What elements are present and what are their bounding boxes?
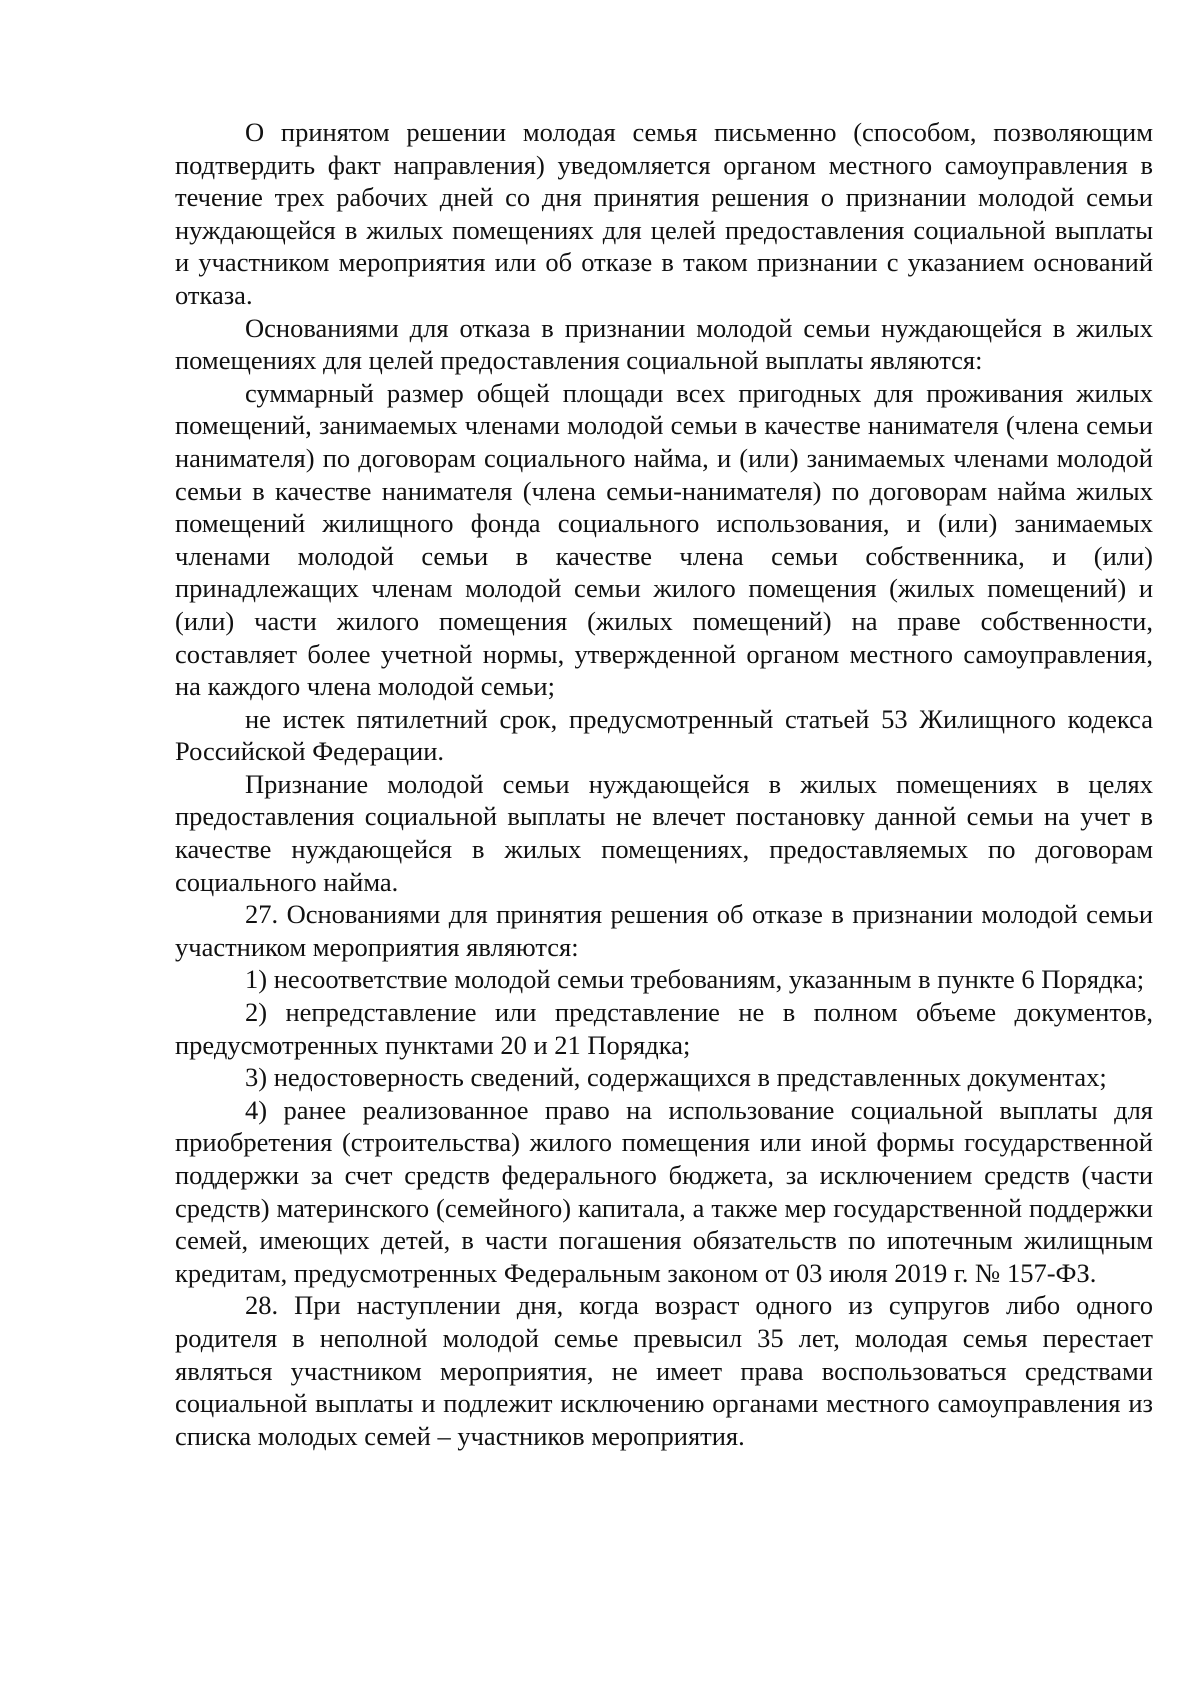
paragraph-refusal-grounds-intro: Основаниями для отказа в признании молодой семьи нуждающейся в жилых помещениях для целей предоставления социальной выплаты являются:: [175, 312, 1153, 376]
paragraph-notification: О принятом решении молодая семья письменно (способом, позволяющим подтвердить факт направления) уведомляется органом местного самоуправления в течение трех рабочих дней со дня принятия решения о признании молодой семьи нуждающейся в жилых помещениях для целей предоставления социальной выплаты и участником мероприятия или об отказе в таком признании с указанием оснований отказа.: [175, 117, 1153, 310]
paragraph-item-27-1: 1) несоответствие молодой семьи требованиям, указанным в пункте 6 Порядка;: [245, 964, 1145, 995]
paragraph-item-27-3: 3) недостоверность сведений, содержащихся в представленных документах;: [245, 1062, 1107, 1093]
document-page: [175, 116, 1153, 1452]
paragraph-recognition-note: Признание молодой семьи нуждающейся в жилых помещениях в целях предоставления социальной выплаты не влечет постановку данной семьи на учет в качестве нуждающейся в жилых помещениях, предоставляемых по договорам социального найма.: [175, 768, 1153, 897]
paragraph-item-27-2: 2) непредставление или представление не в полном объеме документов, предусмотренных пунктами 20 и 21 Порядка;: [175, 997, 1153, 1060]
paragraph-item-27-4: 4) ранее реализованное право на использование социальной выплаты для приобретения (строительства) жилого помещения или иной формы государственной поддержки за счет средств федерального бюджета, за исключением средств (части средств) материнского (семейного) капитала, а также мер государственной поддержки семей, имеющих детей, в части погашения обязательств по ипотечным жилищным кредитам, предусмотренных Федеральным законом от 03 июля 2019 г. № 157-ФЗ.: [175, 1094, 1153, 1288]
paragraph-five-year-term: не истек пятилетний срок, предусмотренный статьей 53 Жилищного кодекса Российской Федерации.: [175, 703, 1153, 767]
paragraph-area-norm: суммарный размер общей площади всех пригодных для проживания жилых помещений, занимаемых членами молодой семьи в качестве нанимателя (члена семьи нанимателя) по договорам социального найма, и (или) занимаемых членами молодой семьи в качестве нанимателя (члена семьи-нанимателя) по договорам найма жилых помещений жилищного фонда социального использования, и (или) занимаемых членами молодой семьи в качестве члена семьи собственника, и (или) принадлежащих членам молодой семьи жилого помещения (жилых помещений) и (или) части жилого помещения (жилых помещений) на праве собственности, составляет более учетной нормы, утвержденной органом местного самоуправления, на каждого члена молодой семьи;: [175, 377, 1153, 702]
paragraph-item-28: 28. При наступлении дня, когда возраст одного из супругов либо одного родителя в неполной молодой семье превысил 35 лет, молодая семья перестает являться участником мероприятия, не имеет права воспользоваться средствами социальной выплаты и подлежит исключению органами местного самоуправления из списка молодых семей – участников мероприятия.: [175, 1290, 1153, 1451]
paragraph-item-27: 27. Основаниями для принятия решения об отказе в признании молодой семьи участником мероприятия являются:: [175, 899, 1153, 962]
